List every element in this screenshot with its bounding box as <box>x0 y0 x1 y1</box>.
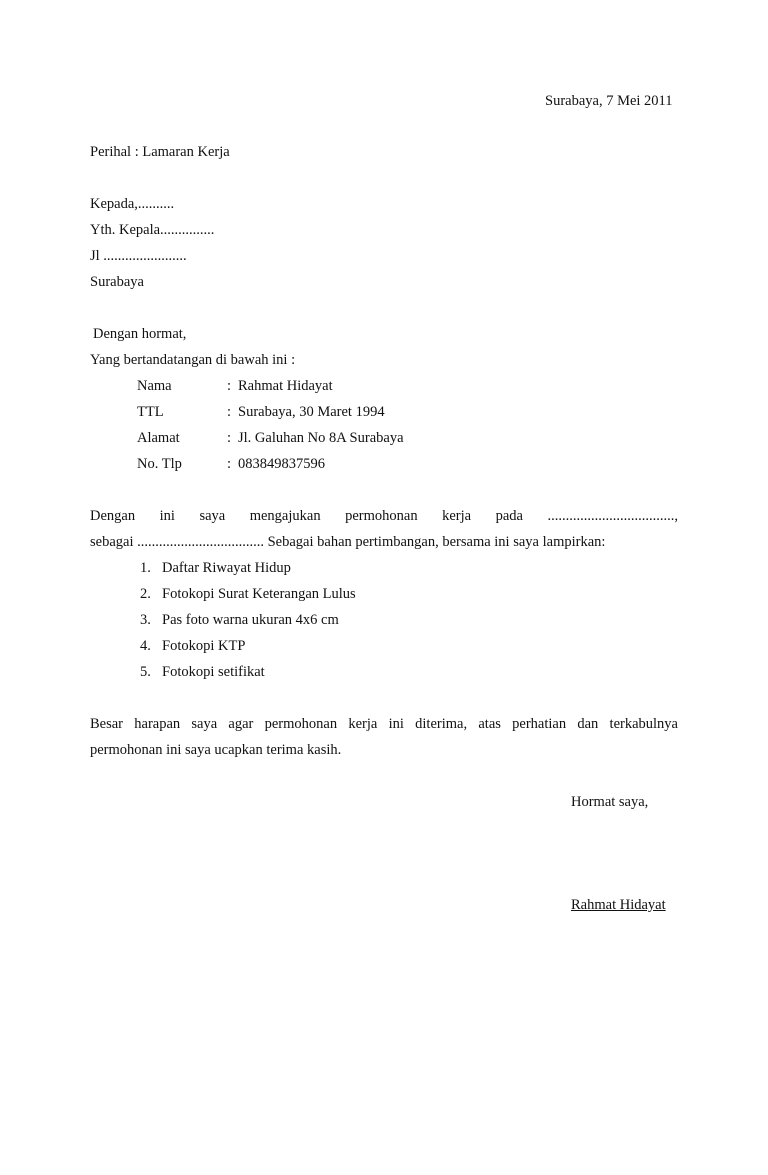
list-item: Fotokopi Surat Keterangan Lulus <box>162 586 356 602</box>
closing-paragraph-line: permohonan ini saya ucapkan terima kasih. <box>90 742 342 758</box>
list-number: 5. <box>140 664 151 680</box>
detail-separator: : <box>227 378 232 394</box>
intro-line: Yang bertandatangan di bawah ini : <box>90 352 296 368</box>
list-item: Fotokopi setifikat <box>162 664 265 680</box>
detail-value: Surabaya, 30 Maret 1994 <box>238 404 385 420</box>
greeting: Dengan hormat, <box>93 326 187 342</box>
list-number: 2. <box>140 586 151 602</box>
sign-off: Hormat saya, <box>571 794 649 810</box>
recipient-line: Yth. Kepala............... <box>90 222 215 238</box>
closing-word: Besar <box>90 716 124 732</box>
detail-label: No. Tlp <box>137 456 182 472</box>
body-word: pada <box>495 508 523 524</box>
closing-word: diterima, <box>415 716 468 732</box>
list-item: Fotokopi KTP <box>162 638 246 654</box>
closing-word: harapan <box>134 716 181 732</box>
detail-value: Rahmat Hidayat <box>238 378 333 394</box>
recipient-line: Kepada,.......... <box>90 196 175 212</box>
closing-word: dan <box>577 716 599 732</box>
recipient-line: Jl ....................... <box>90 248 187 264</box>
closing-word: permohonan <box>264 716 338 732</box>
closing-word: terkabulnya <box>609 716 678 732</box>
body-word: Dengan <box>90 508 136 524</box>
list-number: 4. <box>140 638 151 654</box>
closing-word: saya <box>191 716 218 732</box>
list-item: Daftar Riwayat Hidup <box>162 560 291 576</box>
detail-value: 083849837596 <box>238 456 325 472</box>
closing-word: perhatian <box>512 716 567 732</box>
body-word: mengajukan <box>249 508 321 524</box>
detail-label: TTL <box>137 404 164 420</box>
body-paragraph-line: sebagai ................................... Sebagai bahan pertimbangan, bersama ini saya lampirkan: <box>90 534 606 550</box>
body-word: kerja <box>442 508 472 524</box>
body-paragraph-line <box>90 509 678 524</box>
detail-label: Nama <box>137 378 172 394</box>
signer-name: Rahmat Hidayat <box>571 897 666 913</box>
closing-word: kerja <box>348 716 378 732</box>
detail-separator: : <box>227 404 232 420</box>
closing-paragraph-line <box>90 717 678 732</box>
list-item: Pas foto warna ukuran 4x6 cm <box>162 612 339 628</box>
place-date: Surabaya, 7 Mei 2011 <box>545 93 673 109</box>
recipient-line: Surabaya <box>90 274 144 290</box>
list-number: 1. <box>140 560 151 576</box>
closing-word: agar <box>228 716 254 732</box>
detail-label: Alamat <box>137 430 180 446</box>
body-word: ini <box>159 508 175 524</box>
detail-separator: : <box>227 456 232 472</box>
body-word: saya <box>199 508 226 524</box>
body-word: permohonan <box>345 508 418 524</box>
closing-word: atas <box>478 716 501 732</box>
detail-separator: : <box>227 430 232 446</box>
detail-value: Jl. Galuhan No 8A Surabaya <box>238 430 404 446</box>
list-number: 3. <box>140 612 151 628</box>
closing-word: ini <box>388 716 404 732</box>
body-word: ..................................., <box>547 508 678 524</box>
subject-line: Perihal : Lamaran Kerja <box>90 144 230 160</box>
